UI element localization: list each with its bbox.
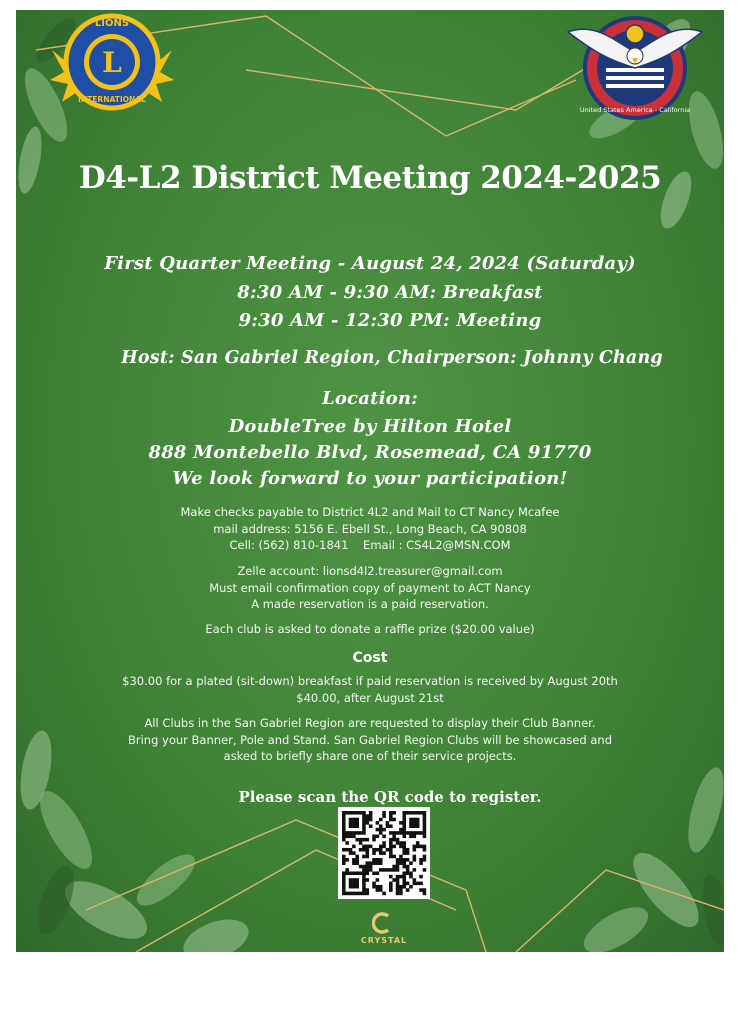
banner-line-3: asked to briefly share one of their service projects.: [223, 749, 517, 763]
location-label: Location:: [322, 388, 418, 409]
host-line: Host: San Gabriel Region, Chairperson: Johnny Chang: [121, 348, 663, 368]
raffle-note: Each club is asked to donate a raffle prize ($20.00 value): [205, 622, 535, 636]
crystal-logo-icon: [372, 912, 392, 934]
lions-international-logo: [50, 10, 174, 120]
payment-checks: Make checks payable to District 4L2 and Mail to CT Nancy Mcafee: [180, 505, 560, 519]
zelle-account: Zelle account: lionsd4l2.treasurer@gmail.com: [237, 564, 503, 578]
closing-line: We look forward to your participation!: [172, 468, 568, 489]
svg-text:United States America - Califo: United States America - California: [579, 106, 691, 114]
payment-mail: mail address: 5156 E. Ebell St., Long Beach, CA 90808: [213, 521, 527, 536]
footer-brand: CRYSTAL: [360, 936, 408, 945]
qr-prompt: Please scan the QR code to register.: [238, 788, 542, 806]
cost-early: $30.00 for a plated (sit-down) breakfast if paid reservation is received by August 20th: [122, 674, 618, 688]
venue-name: DoubleTree by Hilton Hotel: [228, 416, 512, 437]
svg-text:INTERNATIONAL: INTERNATIONAL: [78, 95, 146, 104]
banner-request: [16, 715, 724, 765]
payment-instructions: [16, 504, 724, 554]
qr-code[interactable]: [338, 807, 430, 899]
payment-contact: Cell: (562) 810-1841 Email : CS4L2@MSN.COM: [229, 538, 511, 552]
breakfast-time: 8:30 AM - 9:30 AM: Breakfast: [237, 282, 543, 303]
cost-late: $40.00, after August 21st: [296, 690, 444, 705]
venue-address: 888 Montebello Blvd, Rosemead, CA 91770: [148, 442, 592, 463]
flyer: [16, 10, 724, 952]
svg-text:L: L: [102, 46, 122, 79]
meeting-date: First Quarter Meeting - August 24, 2024 (Saturday): [104, 253, 636, 274]
zelle-instructions: [16, 563, 724, 613]
meeting-time: 9:30 AM - 12:30 PM: Meeting: [238, 310, 542, 331]
svg-text:LIONS: LIONS: [94, 18, 130, 29]
reservation-note: A made reservation is a paid reservation.: [251, 597, 489, 611]
banner-line-1: All Clubs in the San Gabriel Region are requested to display their Club Banner.: [144, 716, 596, 730]
cost-details: [16, 673, 724, 706]
cost-heading: Cost: [352, 650, 388, 666]
california-eagle-badge: [566, 12, 704, 120]
page-title: D4-L2 District Meeting 2024-2025: [78, 160, 662, 196]
zelle-confirm: Must email confirmation copy of payment to ACT Nancy: [209, 580, 531, 595]
banner-line-2: Bring your Banner, Pole and Stand. San Gabriel Region Clubs will be showcased and: [127, 732, 613, 747]
